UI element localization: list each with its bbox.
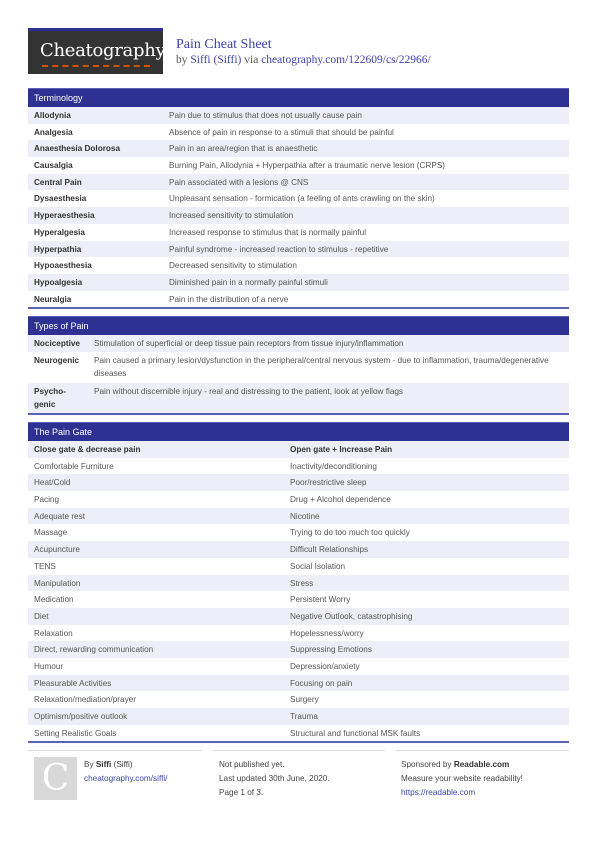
definition: Burning Pain, Allodynia + Hyperpathia after a traumatic nerve lesion (CRPS) (169, 161, 446, 171)
term: Analgesia (34, 127, 73, 137)
footer-divider (396, 750, 569, 751)
author-avatar[interactable]: C (34, 757, 77, 800)
sponsor-line (401, 758, 523, 772)
table-row (28, 641, 569, 658)
close-gate-item: Massage (34, 528, 68, 538)
by-prefix: By (84, 760, 96, 769)
author-name: Siffi (95, 760, 112, 769)
sponsor-tagline: Measure your website readability! (401, 774, 523, 783)
section-title: Types of Pain (28, 316, 569, 335)
section-divider (28, 741, 569, 743)
section-types-of-pain (28, 316, 569, 415)
term: Anaesthesia Dolorosa (34, 144, 120, 154)
open-gate-item: Suppressing Emotions (290, 645, 372, 655)
section-divider (28, 413, 569, 415)
close-gate-item: Relaxation (34, 628, 73, 638)
table-row (28, 257, 569, 274)
open-gate-item: Persistent Worry (290, 595, 351, 605)
close-gate-item: Manipulation (34, 578, 81, 588)
sponsor-name: Readable.com (453, 760, 510, 769)
byline-prefix: by (176, 54, 191, 66)
close-gate-item: Comfortable Furniture (34, 461, 114, 471)
close-gate-item: Diet (34, 611, 49, 621)
table-row (28, 541, 569, 558)
close-gate-item: Humour (34, 661, 64, 671)
pain-type: Nociceptive (34, 339, 80, 348)
open-gate-item: Trauma (290, 712, 318, 721)
footer-status (219, 758, 330, 800)
close-gate-item: Relaxation/mediation/prayer (34, 695, 136, 705)
pain-gate-table (28, 441, 569, 741)
column-header-open-gate: Open gate + Increase Pain (290, 445, 393, 454)
footer-divider (213, 750, 385, 751)
sponsor-prefix: Sponsored by (401, 760, 454, 769)
table-row (28, 291, 569, 308)
definition: Painful syndrome - increased reaction to stimulus - repetitive (169, 244, 389, 254)
table-row (28, 124, 569, 141)
pain-type: Psycho- genic (34, 387, 66, 409)
table-row (28, 352, 569, 383)
table-row (28, 658, 569, 675)
term: Causalgia (34, 161, 73, 171)
open-gate-item: Stress (290, 578, 314, 588)
table-row (28, 140, 569, 157)
definition: Pain due to stimulus that does not usually cause pain (169, 111, 362, 120)
table-row (28, 274, 569, 291)
table-header-row (28, 441, 569, 458)
term: Allodynia (34, 111, 71, 120)
pain-description: Pain caused a primary lesion/dysfunction in the peripheral/central nervous system - due to inflammation, trauma/degenerative diseases (94, 356, 549, 378)
table-row (28, 575, 569, 592)
open-gate-item: Depression/anxiety (290, 661, 360, 671)
open-gate-item: Focusing on pain (290, 678, 353, 688)
page-indicator: Page 1 of 3. (219, 788, 264, 797)
open-gate-item: Negative Outlook, catastrophising (290, 611, 413, 621)
byline (176, 53, 431, 68)
definition: Increased response to stimulus that is normally painful (169, 227, 367, 237)
open-gate-item: Nicotine (290, 511, 320, 521)
close-gate-item: Pacing (34, 495, 60, 505)
definition: Pain in an area/region that is anaesthetic (169, 144, 318, 154)
byline-via: via (241, 54, 262, 66)
close-gate-item: TENS (34, 561, 56, 571)
table-row (28, 474, 569, 491)
close-gate-item: Direct, rewarding communication (34, 645, 154, 655)
close-gate-item: Medication (34, 595, 74, 605)
open-gate-item: Inactivity/deconditioning (290, 461, 377, 471)
footer-author-line (84, 758, 167, 772)
term: Hyperpathia (34, 244, 82, 254)
table-row (28, 491, 569, 508)
definition: Unpleasant sensation - formication (a feeling of ants crawling on the skin) (169, 194, 435, 204)
table-row (28, 558, 569, 575)
section-terminology (28, 88, 569, 309)
publish-status: Not published yet. (219, 760, 285, 769)
terminology-table (28, 107, 569, 307)
term: Central Pain (34, 177, 82, 187)
open-gate-item: Structural and functional MSK faults (290, 728, 421, 738)
close-gate-item: Acupuncture (34, 545, 80, 555)
table-row (28, 675, 569, 692)
section-title: Terminology (28, 88, 569, 107)
author-handle: (Siffi) (111, 760, 133, 769)
table-row (28, 335, 569, 352)
table-row (28, 458, 569, 475)
table-row (28, 591, 569, 608)
last-updated: Last updated 30th June, 2020. (219, 774, 330, 783)
close-gate-item: Optimism/positive outlook (34, 712, 128, 721)
open-gate-item: Poor/restrictive sleep (290, 478, 367, 488)
open-gate-item: Hopelessness/worry (290, 628, 364, 638)
table-row (28, 224, 569, 241)
table-row (28, 241, 569, 258)
close-gate-item: Adequate rest (34, 511, 85, 521)
term: Hyperaesthesia (34, 211, 95, 221)
term: Hyperalgesia (34, 227, 85, 237)
definition: Diminished pain in a normally painful stimuli (169, 277, 328, 287)
table-row (28, 508, 569, 525)
title-block (176, 37, 431, 68)
definition: Absence of pain in response to a stimuli that should be painful (169, 127, 394, 137)
pain-description: Stimulation of superficial or deep tissue pain receptors from tissue injury/inflammation (94, 339, 404, 348)
footer-divider (28, 750, 202, 751)
footer-sponsor (401, 758, 523, 800)
table-row (28, 207, 569, 224)
term: Hypoaesthesia (34, 261, 92, 271)
open-gate-item: Surgery (290, 695, 319, 705)
column-header-close-gate: Close gate & decrease pain (34, 445, 141, 454)
table-row (28, 625, 569, 642)
cheatography-logo[interactable] (28, 28, 166, 74)
close-gate-item: Pleasurable Activities (34, 678, 112, 688)
table-row (28, 107, 569, 124)
types-table (28, 335, 569, 413)
author-link[interactable]: Siffi (Siffi) (190, 54, 242, 66)
term: Neuralgia (34, 294, 72, 304)
table-row (28, 725, 569, 742)
section-pain-gate (28, 422, 569, 743)
table-row (28, 190, 569, 207)
page-title: Pain Cheat Sheet (176, 37, 272, 52)
open-gate-item: Social Isolation (290, 561, 346, 571)
pain-description: Pain without discernible injury - real and distressing to the patient, look at yellow flags (94, 387, 404, 396)
table-row (28, 383, 569, 413)
definition: Increased sensitivity to stimulation (169, 211, 294, 221)
logo-underline (42, 64, 150, 67)
table-row (28, 708, 569, 725)
section-divider (28, 307, 569, 309)
table-row (28, 157, 569, 174)
table-row (28, 691, 569, 708)
open-gate-item: Drug + Alcohol dependence (290, 495, 391, 505)
open-gate-item: Trying to do too much too quickly (290, 528, 410, 538)
open-gate-item: Difficult Relationships (290, 545, 369, 555)
close-gate-item: Heat/Cold (34, 478, 71, 488)
pain-type: Neurogenic (34, 356, 80, 365)
close-gate-item: Setting Realistic Goals (34, 728, 117, 738)
section-title: The Pain Gate (28, 422, 569, 441)
table-row (28, 174, 569, 191)
definition: Pain in the distribution of a nerve (169, 294, 289, 304)
author-profile-link[interactable]: cheatography.com/siffi/ (84, 774, 168, 783)
logo-text: Cheatography (40, 40, 166, 61)
definition: Decreased sensitivity to stimulation (169, 261, 297, 271)
term: Hypoalgesia (34, 277, 83, 287)
sponsor-link[interactable]: https://readable.com (401, 788, 476, 797)
footer-author (84, 758, 167, 786)
term: Dysaesthesia (34, 194, 87, 204)
sheet-url-link[interactable]: cheatography.com/122609/cs/22966/ (261, 54, 431, 66)
table-row (28, 524, 569, 541)
definition: Pain associated with a lesions @ CNS (169, 177, 309, 187)
table-row (28, 608, 569, 625)
